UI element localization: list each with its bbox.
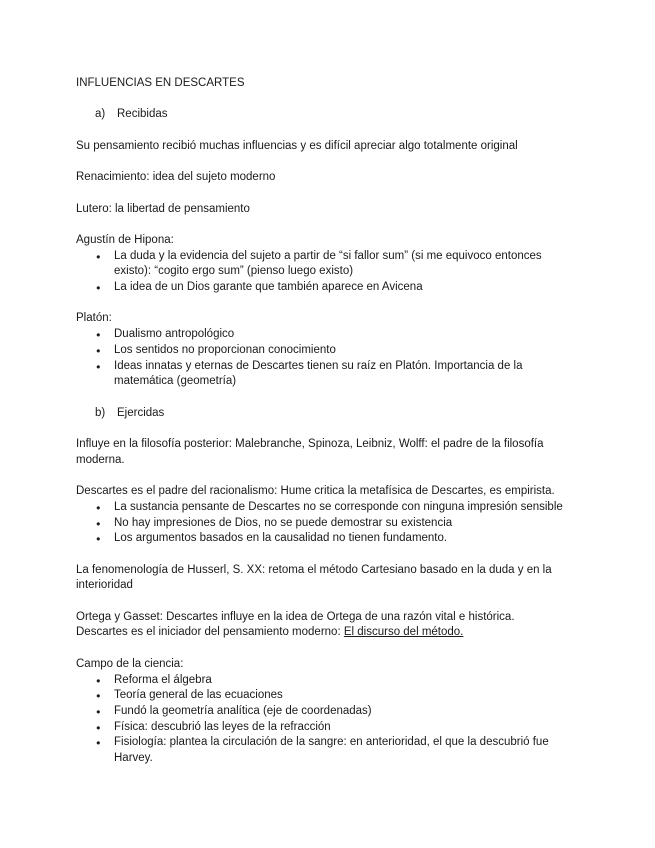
- list-item: ● Fisiología: plantea la circulación de la sangre: en anterioridad, el que la descubrió fue Harvey.: [76, 735, 576, 766]
- platon-block: [76, 311, 576, 390]
- list-item: ● Dualismo antropológico: [76, 327, 576, 343]
- ortega-line-2: Descartes es el iniciador del pensamiento moderno:: [76, 626, 344, 639]
- ciencia-list: [76, 673, 576, 767]
- paragraph-lutero: Lutero: la libertad de pensamiento: [76, 202, 250, 215]
- list-item: ● Los sentidos no proporcionan conocimiento: [76, 343, 576, 359]
- document-body: [76, 76, 576, 767]
- ortega-line-1: Ortega y Gasset: Descartes influye en la idea de Ortega de una razón vital e histórica.: [76, 610, 515, 623]
- list-item: ● Reforma el álgebra: [76, 673, 576, 689]
- paragraph-renacimiento: Renacimiento: idea del sujeto moderno: [76, 171, 276, 184]
- platon-heading: Platón:: [76, 312, 112, 325]
- section-a-title: Recibidas: [117, 108, 168, 121]
- list-item: ● Los argumentos basados en la causalidad no tienen fundamento.: [76, 531, 576, 547]
- section-b-heading: [76, 406, 576, 422]
- paragraph-intro: Su pensamiento recibió muchas influencias y es difícil apreciar algo totalmente original: [76, 139, 518, 152]
- section-a-heading: [76, 107, 576, 123]
- paragraph-husserl: La fenomenología de Husserl, S. XX: retoma el método Cartesiano basado en la duda y en la interioridad: [76, 563, 552, 592]
- list-item: ● La duda y la evidencia del sujeto a partir de “si fallor sum” (si me equivoco entonces existo): “cogito ergo sum” (pienso luego existo): [76, 249, 576, 280]
- agustin-block: [76, 233, 576, 296]
- list-item: ● Ideas innatas y eternas de Descartes tienen su raíz en Platón. Importancia de la matemática (geometría): [76, 359, 576, 390]
- discurso-del-metodo-link[interactable]: El discurso del método.: [343, 626, 464, 639]
- section-b-label: b): [95, 406, 106, 419]
- list-item: ● No hay impresiones de Dios, no se puede demostrar su existencia: [76, 516, 576, 532]
- ciencia-block: [76, 657, 576, 767]
- page-title: INFLUENCIAS EN DESCARTES: [76, 77, 245, 89]
- list-item: ● La sustancia pensante de Descartes no se corresponde con ninguna impresión sensible: [76, 500, 576, 516]
- list-item: ● La idea de un Dios garante que también aparece en Avicena: [76, 280, 576, 296]
- list-item: ● Fundó la geometría analítica (eje de coordenadas): [76, 704, 576, 720]
- agustin-list: [76, 249, 576, 296]
- agustin-heading: Agustín de Hipona:: [76, 233, 174, 246]
- section-b-title: Ejercidas: [117, 406, 165, 419]
- ciencia-heading: Campo de la ciencia:: [76, 657, 184, 670]
- paragraph-filosofia-posterior: Influye en la filosofía posterior: Malebranche, Spinoza, Leibniz, Wolff: el padre de la filosofía moderna.: [76, 438, 544, 466]
- racionalismo-block: [76, 484, 576, 547]
- section-a-label: a): [95, 108, 106, 121]
- list-item: ● Física: descubrió las leyes de la refracción: [76, 720, 576, 736]
- racionalismo-list: [76, 500, 576, 547]
- platon-list: [76, 327, 576, 390]
- list-item: ● Teoría general de las ecuaciones: [76, 688, 576, 704]
- racionalismo-heading: Descartes es el padre del racionalismo: Hume critica la metafísica de Descartes, es empirista.: [76, 485, 555, 498]
- paragraph-ortega: [76, 610, 576, 641]
